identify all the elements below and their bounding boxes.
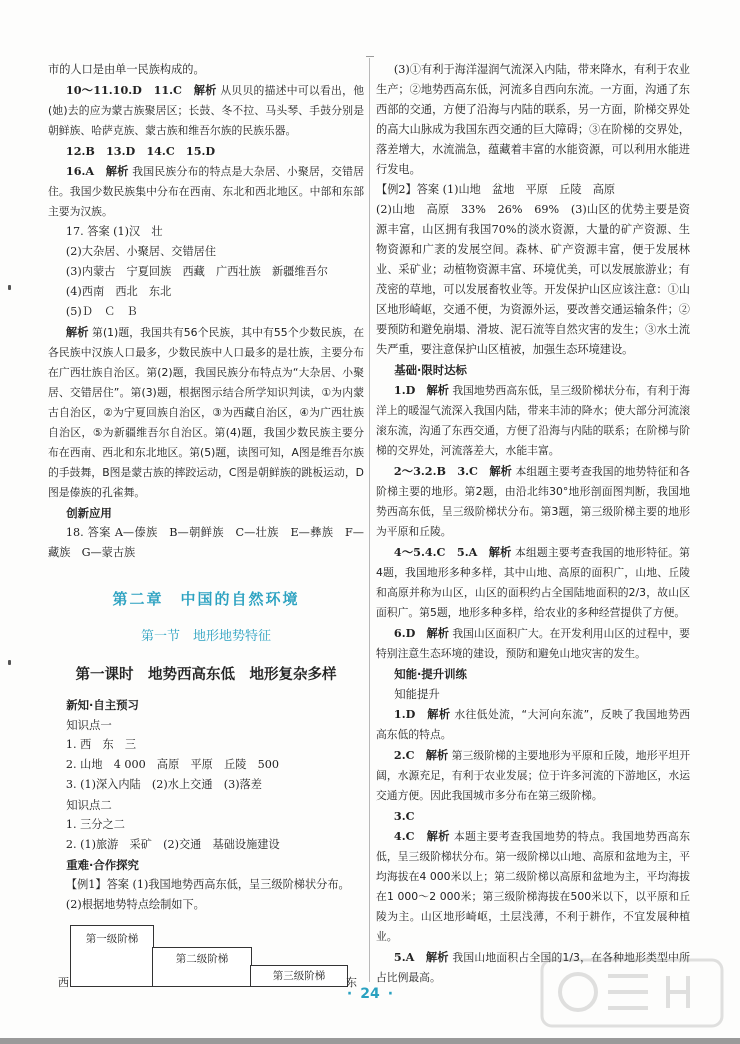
heading-innovation: 创新应用: [66, 506, 112, 520]
kp2-answer-2: 2. (1)旅游 采矿 (2)交通 基础设施建设: [65, 838, 280, 851]
answer-17-5: (5)Ｄ Ｃ Ｂ: [65, 305, 138, 318]
answer-key: 1.D: [393, 707, 428, 721]
answer-key: 5.A: [393, 950, 426, 964]
analysis-label: 解析: [425, 950, 449, 964]
analysis-label: 解析: [193, 83, 217, 97]
analysis-text: 水往低处流，“大河向东流”，反映了我国地势西高东低的特点。: [376, 708, 690, 741]
analysis-label: 解析: [426, 626, 449, 640]
kp1-answer-2: 2. 山地 4 000 高原 平原 丘陵 500: [65, 758, 279, 771]
kp1-answer-1: 1. 西 东 三: [65, 738, 137, 751]
knowledge-point-2: 知识点二: [66, 798, 112, 812]
left-column: [48, 60, 364, 991]
right-column: [376, 60, 690, 988]
answer-17-3: (3)内蒙古 宁夏回族 西藏 广西壮族 新疆维吾尔: [65, 265, 328, 278]
heading-skill-training: 知能·提升训练: [394, 667, 467, 681]
lesson-title: 第一课时 地势西高东低 地形复杂多样: [75, 667, 337, 683]
watermark-logo: [538, 954, 728, 1032]
analysis-text: 本组题主要考查我国的地势特征和各阶梯主要的地形。第2题，由沿北纬30°地形剖面图判断，我国地势西高东低，呈三级阶梯状分布。第3题，第三级阶梯主要的地形为平原和丘陵。: [376, 465, 690, 538]
margin-mark: [8, 660, 11, 665]
third-step: 第三级阶梯: [250, 965, 348, 987]
analysis-label: 解析: [425, 748, 449, 762]
example-1-part-3: (3)①有利于海洋湿润气流深入内陆，带来降水，有利于农业生产；②地势西高东低，河流多自西向东流。一方面，沟通了东西部的交通，方便了沿海与内陆的联系，另一方面，阶梯交界处的高大山脉成为我国东西交通的巨大障碍；③在阶梯的交界处，落差增大，水流湍急，蕴藏着丰富的水能资源，可以利用水能进行发电。: [376, 63, 690, 176]
answer-17-2: (2)大杂居、小聚居、交错居住: [65, 245, 217, 258]
analysis-label: 解析: [488, 545, 512, 559]
answer-key: 16.A: [65, 164, 106, 178]
answer-key: 2.C: [393, 748, 426, 762]
analysis-text: 第(1)题，我国共有56个民族，其中有55个少数民族，在各民族中汉族人口最多，少数民族中人口最多的是壮族，主要分布在广西壮族自治区。第(2)题，我国民族分布特点为“大杂居、小聚居、交错居住”。第(3)题，根据图示结合所学知识判读，①为内蒙古自治区，②为宁夏回族自治区，③为西藏自治区，④为广西壮族自治区，⑤为新疆维吾尔自治区。第(4)题，我国少数民族主要分布在西南、西北和东北地区。第(5)题，读图可知，A图是维吾尔族的手鼓舞，B图是蒙古族的摔跤运动，C图是朝鲜族的跳板运动，D图是傣族的孔雀舞。: [48, 326, 364, 499]
answer-line: 市的人口是由单一民族构成的。: [48, 63, 205, 76]
answer-18: 18. 答案 A—傣族 B—朝鲜族 C—壮族 E—彝族 F—藏族 G—蒙古族: [48, 526, 364, 559]
answer-12-15: 12.B 13.D 14.C 15.D: [65, 144, 216, 158]
analysis-label: 解析: [65, 325, 89, 339]
heading-basic-test: 基础·限时达标: [394, 363, 467, 377]
west-label: 西: [58, 976, 69, 989]
section-title: 第一节 地形地势特征: [140, 629, 271, 644]
answer-10-11: [48, 80, 364, 141]
analysis-label: 解析: [426, 383, 449, 397]
analysis-text: 从贝贝的描述中可以看出，他(她)去的应为蒙古族聚居区；长鼓、冬不拉、马头琴、手鼓分别是朝鲜族、哈萨克族、蒙古族和维吾尔族的民族乐器。: [48, 84, 364, 137]
basic-1: [376, 380, 690, 461]
answer-key: 4.C: [393, 829, 427, 843]
bottom-edge: [0, 1038, 740, 1044]
analysis-text: 本题主要考查我国地势的特点。我国地势西高东低，呈三级阶梯状分布。第一级阶梯以山地、高原和盆地为主，平均海拔在4 000米以上；第二级阶梯以高原和盆地为主，平均海拔在1 000～2 000米；第三级阶梯海拔在500米以下，以平原和丘陵为主。山区地形崎岖，土层浅薄，不利于耕作，不宜发展种植业。: [376, 830, 690, 943]
example-2-answer: 【例2】答案 (1)山地 盆地 平原 丘陵 高原: [376, 183, 616, 196]
analysis-text: 我国山地面积占全国的1/3，在各种地形类型中所占比例最高。: [376, 951, 690, 984]
heading-skill-up: 知能提升: [394, 687, 440, 701]
top-rule: [366, 56, 374, 57]
answer-17: 17. 答案 (1)汉 壮: [65, 225, 163, 238]
analysis-text: 本组题主要考查我国的地形特征。第4题，我国地形多种多样，其中山地、高原的面积广，山地、丘陵和高原并称为山区，山区的面积约占全国陆地面积的2/3，故山区面积广。第5题，地形多种多样，给农业的多种经营提供了方便。: [376, 546, 690, 619]
answer-key: 6.D: [393, 626, 427, 640]
analysis-label: 解析: [426, 829, 450, 843]
answer-key: 4～5.4.C 5.A: [393, 545, 489, 559]
analysis-label: 解析: [105, 164, 129, 178]
skill-2: [376, 745, 690, 806]
analysis-text: 我国山区面积广大。在开发利用山区的过程中，要特别注意生态环境的建设，预防和避免山地灾害的发生。: [376, 627, 690, 660]
answer-key: 2～3.2.B 3.C: [393, 464, 490, 478]
example-1-part-2: (2)根据地势特点绘制如下。: [65, 898, 205, 911]
page-number: · 24 ·: [346, 986, 394, 1002]
kp1-answer-3: 3. (1)深入内陆 (2)水上交通 (3)落差: [65, 778, 262, 791]
example-1-answer: 【例1】答案 (1)我国地势西高东低，呈三级阶梯状分布。: [65, 878, 350, 891]
skill-1: [376, 704, 690, 745]
analysis-text: 我国地势西高东低，呈三级阶梯状分布，有利于海洋上的暖湿气流深入我国内陆，带来丰沛的降水；使大部分河流滚滚东流，沟通了东西交通，方便了沿海与内陆的联系；在阶梯与阶梯的交界处，河流落差大，水能丰富。: [376, 384, 690, 457]
basic-2-3: [376, 461, 690, 542]
kp2-answer-1: 1. 三分之二: [65, 818, 125, 831]
basic-6: [376, 623, 690, 664]
analysis-17: [48, 322, 364, 503]
analysis-text: 第三级阶梯的主要地形为平原和丘陵，地形平坦开阔，水源充足，有利于农业发展；位于许多河流的下游地区，水运交通方便。因此我国城市多分布在第三级阶梯。: [376, 749, 690, 802]
analysis-label: 解析: [489, 464, 512, 478]
answer-16: [48, 161, 364, 222]
first-step: 第一级阶梯: [70, 925, 154, 987]
knowledge-point-1: 知识点一: [66, 718, 112, 732]
margin-mark: [8, 285, 11, 290]
chapter-title: 第二章 中国的自然环境: [112, 590, 300, 608]
skill-4: [376, 826, 690, 947]
answer-key: 10～11.10.D 11.C: [65, 83, 194, 97]
example-2-detail: (2)山地 高原 33% 26% 69% (3)山区的优势主要是资源丰富，山区拥有我国70%的淡水资源，大量的矿产资源、生物资源和广袤的发展空间。森林、矿产资源丰富，便于发展林业、采矿业；动植物资源丰富、环境优美，可以发展旅游业；有茂密的草地，可以发展畜牧业等。开发保护山区应该注意：①山区地形崎岖，交通不便，为资源外运，要改善交通运输条件；②要预防和避免崩塌、滑坡、泥石流等自然灾害的发生；③水土流失严重，要注意保护山区植被，加强生态环境建设。: [376, 203, 690, 356]
heading-key-difficult: 重难·合作探究: [66, 858, 139, 872]
skill-3: 3.C: [393, 809, 415, 823]
analysis-label: 解析: [427, 707, 451, 721]
answer-key: 1.D: [393, 383, 427, 397]
second-step: 第二级阶梯: [152, 947, 252, 987]
column-divider: [369, 58, 370, 982]
terrain-staircase-diagram: [48, 921, 364, 991]
east-label: 东: [346, 976, 357, 989]
heading-new-knowledge: 新知·自主预习: [66, 698, 139, 712]
answer-17-4: (4)西南 西北 东北: [65, 285, 172, 298]
analysis-text: 我国民族分布的特点是大杂居、小聚居，交错居住。我国少数民族集中分布在西南、东北和西北地区。中部和东部主要为汉族。: [48, 165, 364, 218]
basic-4-5: [376, 542, 690, 623]
